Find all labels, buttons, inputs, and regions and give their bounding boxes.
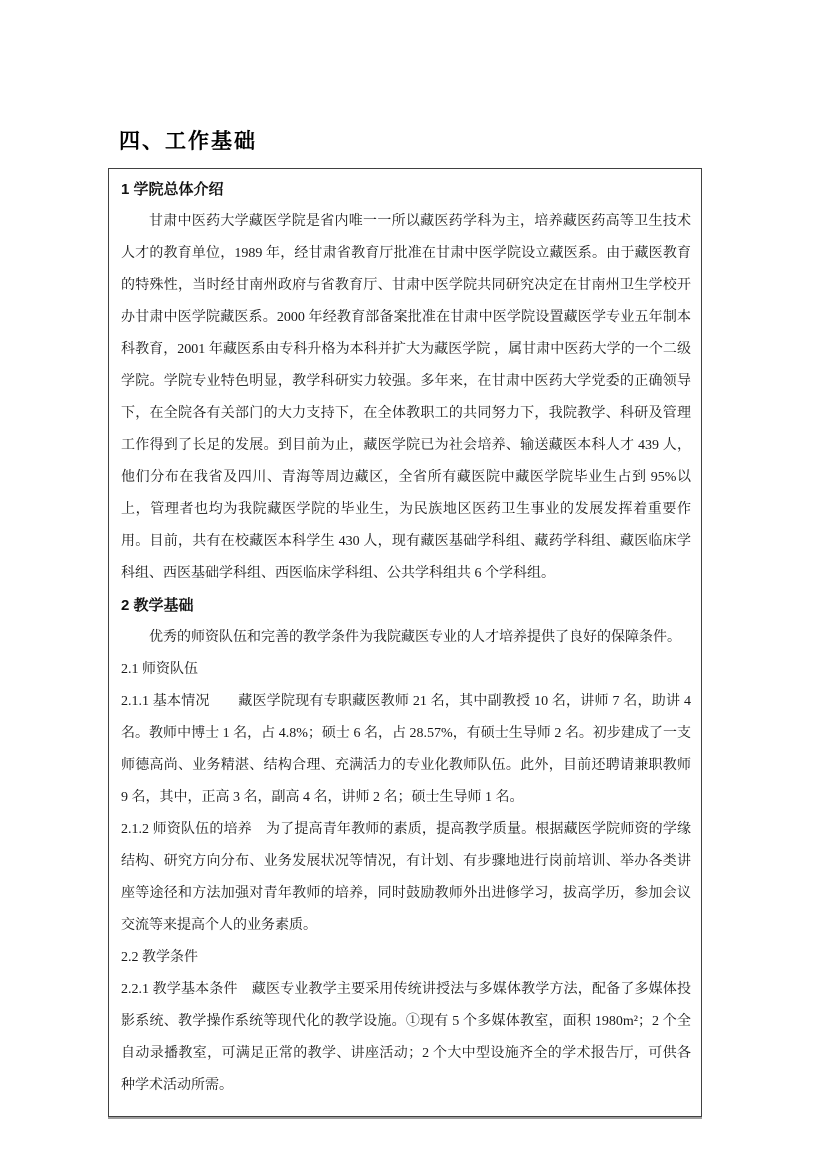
content-table: [108, 168, 702, 1117]
doc-paragraph: 甘肃中医药大学藏医学院是省内唯一一所以藏医药学科为主，培养藏医药高等卫生技术人才的教育单位，1989 年，经甘肃省教育厅批准在甘肃中医学院设立藏医系。由于藏医教育的特殊性，当时经甘南州政府与省教育厅、甘肃中医学院共同研究决定在甘南州卫生学校开办甘肃中医学院藏医系。2000 年经教育部备案批准在甘肃中医学院设置藏医学专业五年制本科教育，2001 年藏医系由专科升格为本科并扩大为藏医学院 ，属甘肃中医药大学的一个二级学院。学院专业特色明显，教学科研实力较强。多年来，在甘肃中医药大学党委的正确领导下，在全院各有关部门的大力支持下，在全体教职工的共同努力下，我院教学、科研及管理工作得到了长足的发展。到目前为止，藏医学院已为社会培养、输送藏医本科人才 439 人，他们分布在我省及四川、青海等周边藏区，全省所有藏医院中藏医学院毕业生占到 95%以上，管理者也均为我院藏医学院的毕业生，为民族地区医药卫生事业的发展发挥着重要作用。目前，共有在校藏医本科学生 430 人，现有藏医基础学科组、藏药学科组、藏医临床学科组、西医基础学科组、西医临床学科组、公共学科组共 6 个学科组。: [121, 214, 691, 581]
section-heading: 1 学院总体介绍: [121, 181, 224, 198]
doc-paragraph: 2.2.1 教学基本条件 藏医专业教学主要采用传统讲授法与多媒体教学方法，配备了多媒体投影系统、教学操作系统等现代化的教学设施。①现有 5 个多媒体教室，面积 1980m²；2 个全自动录播教室，可满足正常的教学、讲座活动；2 个大中型设施齐全的学术报告厅，可供各种学术活动所需。: [121, 982, 691, 1093]
doc-paragraph: 2.1 师资队伍: [121, 662, 198, 677]
doc-paragraph: 2.1.1 基本情况 藏医学院现有专职藏医教师 21 名，其中副教授 10 名，讲师 7 名，助讲 4 名。教师中博士 1 名，占 4.8%；硕士 6 名，占 28.57%，有硕士生导师 2 名。初步建成了一支师德高尚、业务精湛、结构合理、充满活力的专业化教师队伍。此外，目前还聘请兼职教师 9 名，其中，正高 3 名，副高 4 名，讲师 2 名；硕士生导师 1 名。: [121, 694, 691, 805]
table-cell: [121, 174, 691, 1102]
doc-paragraph: 2.2 教学条件: [121, 950, 198, 965]
page-title: 四、工作基础: [119, 129, 257, 153]
section-heading: 2 教学基础: [121, 597, 194, 614]
doc-paragraph: 优秀的师资队伍和完善的教学条件为我院藏医专业的人才培养提供了良好的保障条件。: [149, 630, 681, 645]
doc-paragraph: 2.1.2 师资队伍的培养 为了提高青年教师的素质，提高教学质量。根据藏医学院师资的学缘结构、研究方向分布、业务发展状况等情况，有计划、有步骤地进行岗前培训、举办各类讲座等途径和方法加强对青年教师的培养，同时鼓励教师外出进修学习，拔高学历，参加会议交流等来提高个人的业务素质。: [121, 822, 691, 933]
